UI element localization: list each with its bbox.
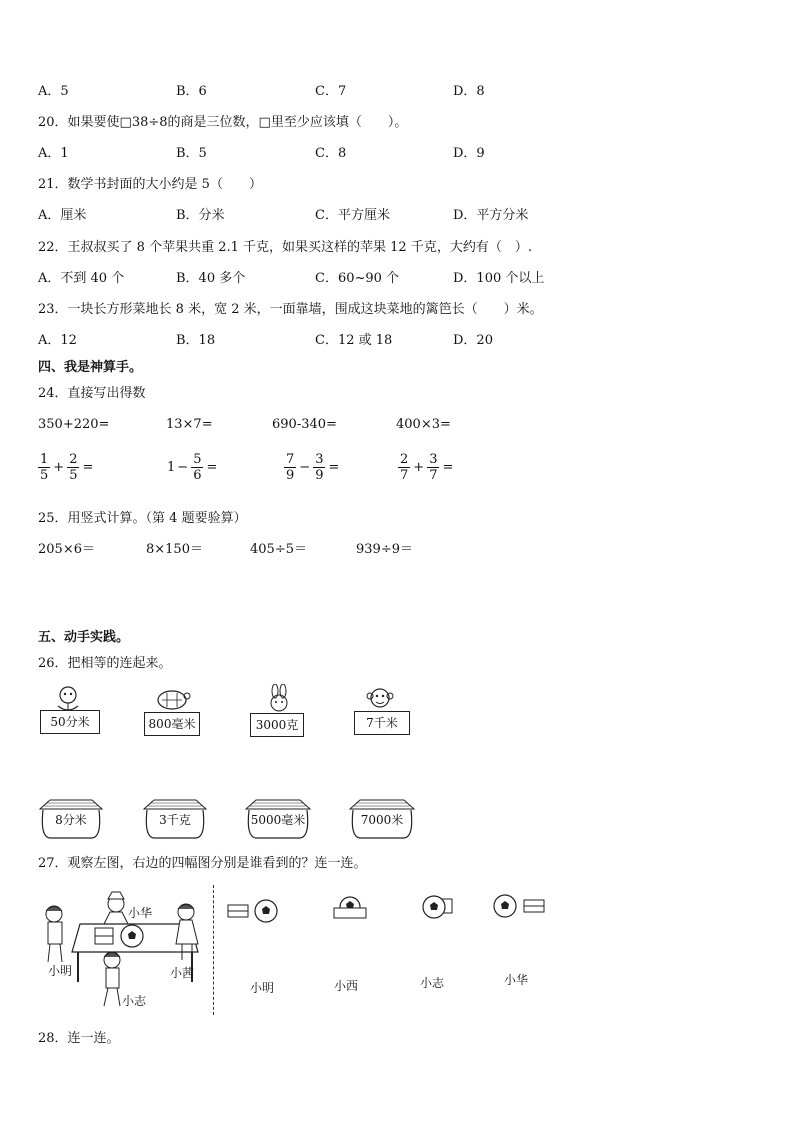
q24-fraction-1: 1 5 + $\frac{2}{5}$ = <box>40 452 94 483</box>
q25-item-2: 8×150＝ <box>146 542 203 557</box>
jar-label: 7000米 <box>360 813 404 827</box>
q21-text: 21．数学书封面的大小约是 5（ ） <box>38 177 262 192</box>
q21-option-d: D．平方分米 <box>453 208 529 223</box>
q20-option-b: B．5 <box>176 146 207 161</box>
scene-label-xiaoming: 小明 <box>48 964 73 978</box>
q23-option-d: D．20 <box>453 333 493 348</box>
q20-option-a: A．1 <box>38 146 69 161</box>
q23-option-b: B．18 <box>176 333 216 348</box>
q19-option-b: B．6 <box>176 84 207 99</box>
q24-item-3: 690-340= <box>272 417 337 432</box>
view-ball-behind-box-icon[interactable] <box>330 896 372 920</box>
sign-50-decimeters[interactable]: 50分米 <box>40 710 100 734</box>
dashed-divider <box>213 885 214 1015</box>
jar-8-decimeters[interactable] <box>38 797 104 839</box>
q24-item-1: 350+220= <box>38 417 110 432</box>
jar-5000-millimeters[interactable] <box>244 797 312 839</box>
q25-item-3: 405÷5＝ <box>250 542 307 557</box>
section-4-title: 四、我是神算手。 <box>38 360 143 375</box>
sign-3000-grams[interactable]: 3000克 <box>250 713 304 737</box>
jar-label: 8分米 <box>55 813 87 827</box>
view-label-xiaoming[interactable]: 小明 <box>250 981 275 995</box>
q19-option-a: A．5 <box>38 84 69 99</box>
view-label-xiaozhi[interactable]: 小志 <box>420 976 445 990</box>
q27-text: 27．观察左图，右边的四幅图分别是谁看到的？连一连。 <box>38 856 367 871</box>
jar-label: 3千克 <box>159 813 191 827</box>
q25-item-1: 205×6＝ <box>38 542 95 557</box>
q22-option-b: B．40 多个 <box>176 271 246 286</box>
q23-text: 23．一块长方形菜地长 8 米，宽 2 米，一面靠墙，围成这块菜地的篱笆长（ ）米。 <box>38 302 543 317</box>
q24-item-2: 13×7= <box>166 417 213 432</box>
rabbit-icon <box>264 684 294 714</box>
view-label-xiaohua[interactable]: 小华 <box>504 973 529 987</box>
q24-fraction-2: 1 − $\frac{5}{6}$ = <box>167 452 218 483</box>
q22-option-a: A．不到 40 个 <box>38 271 125 286</box>
q23-option-a: A．12 <box>38 333 77 348</box>
q20-option-d: D．9 <box>453 146 485 161</box>
q22-option-c: C．60~90 个 <box>315 271 400 286</box>
q19-option-c: C．7 <box>315 84 347 99</box>
q20-option-c: C．8 <box>315 146 347 161</box>
view-box-then-ball-icon[interactable] <box>226 898 282 924</box>
q23-option-c: C．12 或 18 <box>315 333 393 348</box>
q21-option-b: B．分米 <box>176 208 225 223</box>
sign-7-kilometers[interactable]: 7千米 <box>354 711 410 735</box>
q24-item-4: 400×3= <box>396 417 451 432</box>
q26-text: 26．把相等的连起来。 <box>38 656 172 671</box>
monkey-icon <box>364 684 396 714</box>
q28-text: 28．连一连。 <box>38 1031 120 1046</box>
q22-option-d: D．100 个以上 <box>453 271 545 286</box>
view-ball-in-front-of-box-icon[interactable] <box>416 893 458 921</box>
jar-3-kilograms[interactable] <box>142 797 208 839</box>
jar-label: 5000毫米 <box>250 813 306 827</box>
q22-text: 22．王叔叔买了 8 个苹果共重 2.1 千克，如果买这样的苹果 12 千克，大约有（ ）. <box>38 240 532 255</box>
q21-option-c: C．平方厘米 <box>315 208 390 223</box>
q24-text: 24．直接写出得数 <box>38 386 146 401</box>
q24-fraction-3: 7 9 − $\frac{3}{9}$ = <box>286 452 340 483</box>
q25-item-4: 939÷9＝ <box>356 542 413 557</box>
scene-label-xiaohua: 小华 <box>128 906 153 920</box>
sign-800-millimeters[interactable]: 800毫米 <box>144 712 200 736</box>
q25-text: 25．用竖式计算。（第 4 题要验算） <box>38 511 247 526</box>
view-label-xiaoxi[interactable]: 小西 <box>334 979 359 993</box>
scene-label-xiaozhi: 小志 <box>122 994 147 1008</box>
q21-option-a: A．厘米 <box>38 208 87 223</box>
turtle-icon <box>152 684 192 712</box>
puppy-icon <box>50 684 86 712</box>
q19-option-d: D．8 <box>453 84 485 99</box>
section-5-title: 五、动手实践。 <box>38 630 130 645</box>
q20-text: 20．如果要使□38÷8的商是三位数，□里至少应该填（ ）。 <box>38 115 408 130</box>
q24-fraction-4: 2 7 + $\frac{3}{7}$ = <box>400 452 454 483</box>
view-ball-then-box-icon[interactable] <box>492 893 548 919</box>
scene-label-xiaoxi: 小茜 <box>170 966 195 980</box>
jar-7000-meters[interactable] <box>348 797 416 839</box>
